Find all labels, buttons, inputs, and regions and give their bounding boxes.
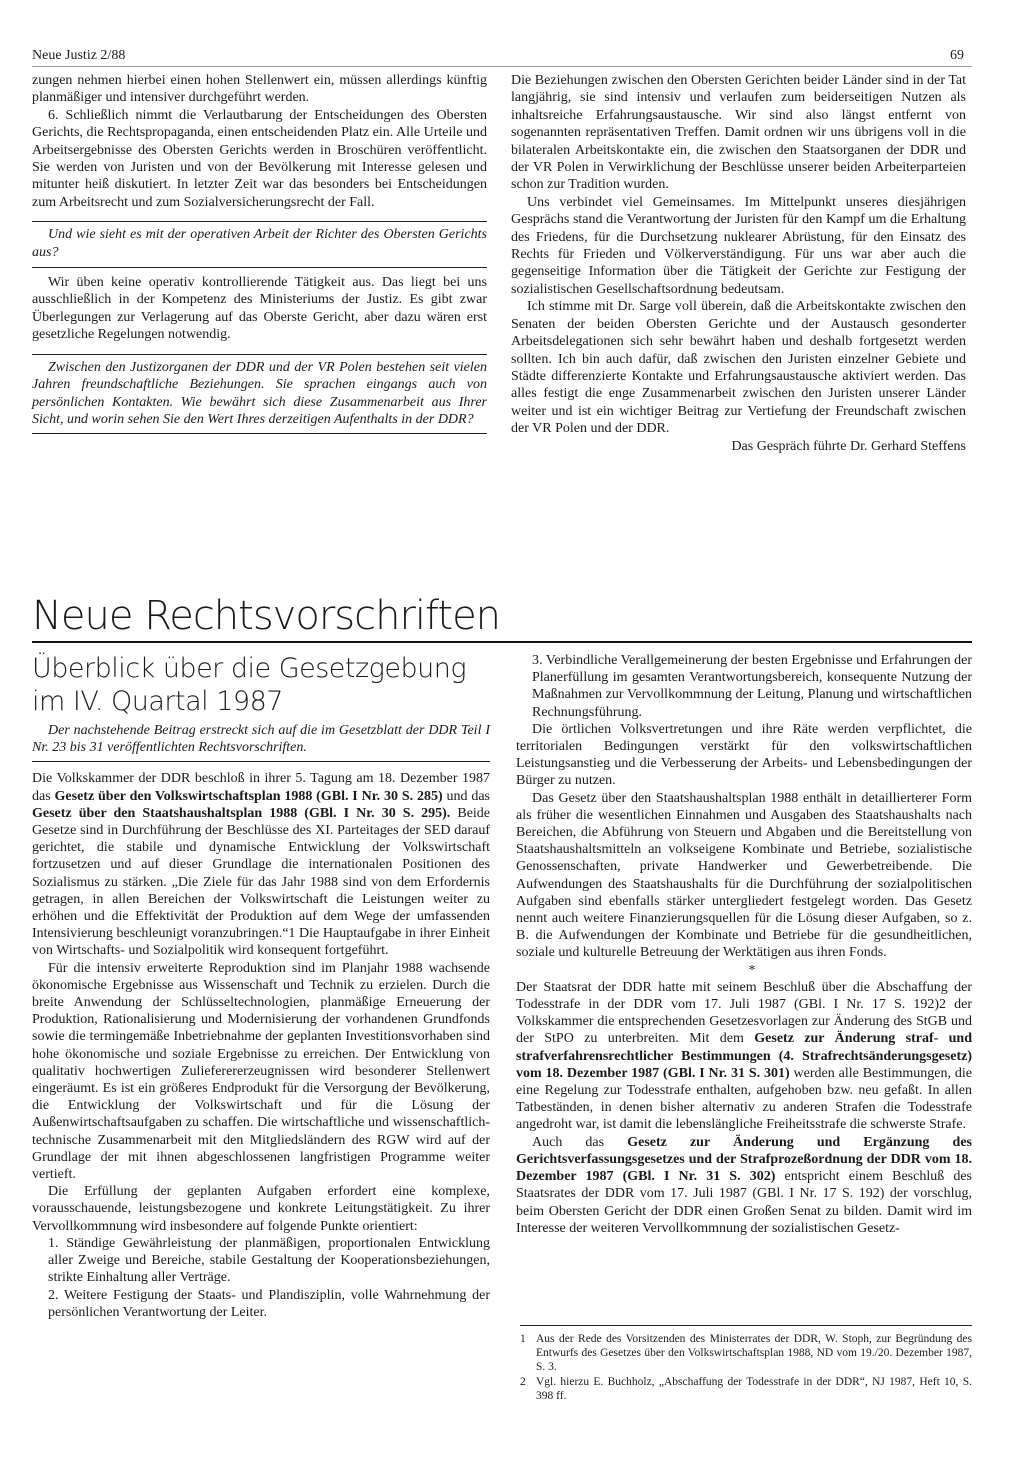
paragraph: Uns verbindet viel Gemeinsames. Im Mittelpunkt unseres diesjährigen Gesprächs stand die Verantwortung der Juristen für den Kampf um die Erhaltung des Friedens, für die Durchsetzung nuklearer Abrüstung, für den Einsatz des Rechts für Frieden und Völkerverständigung. Für uns war aber auch die gegenseitige Information über die Tätigkeit der Gerichte zur Festigung der sozialistischen Gesellschaftsordnung bedeutsam. — [511, 194, 966, 297]
footnotes — [520, 1325, 972, 1404]
paragraph — [32, 770, 490, 959]
text-run: Die Volkskammer der DDR beschloß in ihrer 5. Tagung am 18. Dezember 1987 das — [32, 771, 490, 804]
paragraph: Wir üben keine operativ kontrollierende Tätigkeit aus. Das liegt bei uns ausschließlich in der Kompetenz des Ministeriums der Justiz. Es gibt zwar Überlegungen zur Verlagerung auf das Oberste Gericht, aber dazu wären erst gesetzliche Regelungen notwendig. — [32, 275, 487, 343]
question-text: Und wie sieht es mit der operativen Arbeit der Richter des Obersten Gerichts aus? — [32, 227, 487, 260]
header-rule — [32, 66, 972, 67]
footnote-number: 2 — [520, 1376, 526, 1388]
footnote-number: 1 — [520, 1333, 526, 1345]
author-credit: Das Gespräch führte Dr. Gerhard Steffens — [731, 438, 966, 454]
paragraph: Die örtlichen Volksvertretungen und ihre Räte werden verpflichtet, die territorialen Bedingungen verstärkt für den volkswirtschaftlichen Leistungsanstieg und die Verbesserung der Arbeits- und Lebensbedingungen der Bürger zu nutzen. — [516, 721, 972, 789]
article-left-column — [32, 722, 490, 1321]
article-lead — [32, 722, 490, 762]
list-item: 3. Verbindliche Verallgemeinerung der besten Ergebnisse und Erfahrungen der Planerfüllung im gesamten Verantwortungsbereich, konsequente Nutzung der Maßnahmen zur Vervollkommnung der Leitung, Planung und wirtschaftlichen Rechnungsführung. — [532, 653, 972, 720]
footnote-text: Aus der Rede des Vorsitzenden des Ministerrates der DDR, W. Stoph, zur Begründung des Entwurfs des Gesetzes über den Volkswirtschaftsplan 1988, ND vom 19./20. Dezember 1987, S. 3. — [536, 1333, 972, 1373]
interview-question — [32, 354, 487, 435]
paragraph: Das Gesetz über den Staatshaushaltsplan 1988 enthält in detaillierterer Form als früher die wesentlichen Einnahmen und Ausgaben des Staatshaushalts nach Bereichen, die Abführung von Steuern und Abgaben und die Bereitstellung von Staatshaushaltsmitteln an volkseigene Kombinate und Betriebe, sozialistische Genossenschaften, private Handwerker und Gewerbetreibende. Die Aufwendungen des Staatshaushalts für die Durchführung der sozialpolitischen Aufgaben sind ebenfalls stärker untergliedert festgelegt worden. Das Gesetz nennt auch weitere Finanzierungsquellen für die Lösung dieser Aufgaben, so z. B. die Aufwendungen der Kombinate und Betriebe für die gesundheitlichen, soziale und kulturelle Betreuung der Werktätigen aus ihren Fonds. — [516, 790, 972, 961]
text-run: entspricht einem Beschluß des Staatsrates der DDR vom 17. Juli 1987 (GBl. I Nr. 17 S. 192) der vorschlug, beim Obersten Gericht der DDR einen Großen Senat zu bilden. Damit wird im Interesse der weiteren Vervollkommnung der sozialistischen Gesetz- — [516, 1169, 972, 1236]
footnote — [520, 1375, 972, 1403]
text-run: Auch das — [532, 1134, 628, 1150]
interview-question — [32, 221, 487, 268]
paragraph: Für die intensiv erweiterte Reproduktion sind im Planjahr 1988 wachsende ökonomische Ergebnisse aus Wissenschaft und Technik zu erzielen. Durch die breite Anwendung der Schlüsseltechnologien, planmäßige Erneuerung der Produktion, Rationalisierung und Modernisierung der vorhandenen Grundfonds sowie die termingemäße Inbetriebnahme der geplanten Investitionsvorhaben sind hohe ökonomische und soziale Ergebnisse zu erreichen. Der Entwicklung von qualitativ hochwertigen Zulieferererzeugnissen wird besonderer Stellenwert eingeräumt. Es ist ein größeres Endprodukt für die Versorgung der Bevölkerung, die Entwicklung der Volkswirtschaft und für die Lösung der Außenwirtschaftsaufgaben zu schaffen. Die wirtschaftliche und wissenschaftlich-technische Zusammenarbeit mit den Mitgliedsländern des RGW wird auf der Grundlage der mit ihnen abgeschlossenen langfristigen Programme weiter vertieft. — [32, 960, 490, 1183]
lead-text: Der nachstehende Beitrag erstreckt sich auf die im Gesetzblatt der DDR Teil I Nr. 23 bis 31 veröffentlichten Rechtsvorschriften. — [32, 723, 490, 756]
paragraph — [516, 979, 972, 1134]
article-title-line: Überblick über die Gesetzgebung — [32, 653, 467, 684]
paragraph: Die Beziehungen zwischen den Obersten Gerichten beider Länder sind in der Tat langjährig, sie sind intensiv und verlaufen zum beiderseitigen Nutzen als inhaltsreiche Erfahrungsaustausche. Wir sind also längst entfernt von sogenannten repräsentativen Treffen. Damit ordnen wir uns übrigens voll in die bilateralen Arbeitskontakte ein, die zwischen den Staatsorganen der DDR und der VR Polen in Verwirklichung der Beschlüsse unserer beiden Arbeiterparteien schon zur Tradition wurden. — [511, 73, 966, 193]
text-run: Beide Gesetze sind in Durchführung der Beschlüsse des XI. Parteitages der SED darauf gerichtet, die stabile und dynamische Entwicklung der Volkswirtschaft fortzusetzen und auf dieser Grundlage die internationalen Positionen des Sozialismus zu stärken. „Die Ziele für das Jahr 1988 sind von dem Erfordernis getragen, in allen Bereichen der Volkswirtschaft die Leistungen weiter zu erhöhen und die Effektivität der Produktion auf dem Wege der umfassenden Intensivierung beschleunigt voranzubringen.“1 Die Hauptaufgabe in ihrer Einheit von Wirtschafts- und Sozialpolitik wird konsequent fortgeführt. — [32, 805, 491, 959]
text-run: werden alle Bestimmungen, die eine Regelung zur Todesstrafe enthalten, aufgehoben bzw. neu gefaßt. In allen Tatbeständen, in denen bisher alternativ zu anderen Strafen die Todesstrafe angedroht war, ist damit die lebenslängliche Freiheitsstrafe die schwerste Strafe. — [516, 1065, 972, 1133]
page-number: 69 — [950, 48, 964, 63]
footnote-text: Vgl. hierzu E. Buchholz, „Abschaffung der Todesstrafe in der DDR“, NJ 1987, Heft 10, S. 398 ff. — [536, 1376, 972, 1402]
law-reference: Gesetz über den Volkswirtschaftsplan 1988 (GBl. I Nr. 30 S. 285) — [54, 788, 443, 804]
paragraph: 6. Schließlich nimmt die Verlautbarung der Entscheidungen des Obersten Gerichts, die Rechtspropaganda, einen entscheidenden Platz ein. Alle Urteile und Arbeitsergebnisse des Obersten Gerichts werden in Broschüren veröffentlicht. Sie werden von Juristen und von der Bevölkerung mit Interesse gelesen und mitunter heiß diskutiert. In letzter Zeit war das besonders bei Entscheidungen zum Arbeitsrecht und zum Sozialversicherungsrecht der Fall. — [32, 107, 487, 210]
paragraph: Ich stimme mit Dr. Sarge voll überein, daß die Arbeitskontakte zwischen den Senaten der beiden Obersten Gerichte und der Austausch gesonderter Arbeitsdelegationen sich sehr bewährt haben und deshalb fortgesetzt werden sollten. Ich bin auch dafür, daß zwischen den Juristen einzelner Gebiete und Städte differenzierte Kontakte und Erfahrungsaustausche aktiviert werden. Das alles festigt die enge Zusammenarbeit zwischen den Juristen unserer Länder weiter und ist ein wichtiger Beitrag zur Vertiefung der Freundschaft zwischen der VR Polen und der DDR. — [511, 299, 966, 437]
running-header: Neue Justiz 2/88 — [32, 48, 126, 63]
list-item: 1. Ständige Gewährleistung der planmäßigen, proportionalen Entwicklung aller Zweige und Bereiche, stabile Gestaltung der Kooperationsbeziehungen, strikte Einhaltung aller Verträge. — [48, 1235, 490, 1286]
article-title — [32, 652, 492, 718]
section-separator: * — [748, 962, 756, 978]
question-text: Zwischen den Justizorganen der DDR und der VR Polen bestehen seit vielen Jahren freundschaftliche Beziehungen. Sie sprachen eingangs auch von persönlichen Kontakten. Wie bewährt sich diese Zusammenarbeit aus Ihrer Sicht, und worin sehen Sie den Wert Ihres derzeitigen Aufenthalts in der DDR? — [32, 359, 487, 427]
law-reference: Gesetz über den Staatshaushaltsplan 1988 (GBl. I Nr. 30 S. 295). — [32, 805, 451, 821]
list-item: 2. Weitere Festigung der Staats- und Plandisziplin, volle Wahrnehmung der persönlichen Verantwortung der Leiter. — [48, 1287, 490, 1320]
paragraph: Die Erfüllung der geplanten Aufgaben erfordert eine komplexe, vorausschauende, leistungsbezogene und konkrete Leitungstätigkeit. Zu ihrer Vervollkommnung wird insbesondere auf folgende Punkte orientiert: — [32, 1184, 490, 1234]
paragraph: zungen nehmen hierbei einen hohen Stellenwert ein, müssen allerdings künftig planmäßiger und intensiver durchgeführt werden. — [32, 73, 487, 106]
text-run: und das — [442, 788, 490, 804]
law-reference: Gesetz zur Änderung straf- und strafverfahrensrechtlicher Bestimmungen (4. Strafrechtsänderungsgesetz) vom 18. Dezember 1987 (GBl. I Nr. 31 S. 301) — [516, 1031, 972, 1081]
text-run: Der Staatsrat der DDR hatte mit seinem Beschluß über die Abschaffung der Todesstrafe in der DDR vom 17. Juli 1987 (GBl. I Nr. 17 S. 192)2 der Volkskammer die entsprechenden Gesetzesvorlagen zur Änderung des StGB und der StPO zu unterbreiten. Mit dem — [516, 979, 972, 1047]
paragraph — [516, 1134, 972, 1237]
section-title: Neue Rechtsvorschriften — [32, 593, 972, 643]
interview-left-column — [32, 72, 487, 440]
article-title-line: im IV. Quartal 1987 — [32, 686, 283, 717]
interview-right-column — [511, 72, 966, 455]
footnote — [520, 1332, 972, 1374]
law-reference: Gesetz zur Änderung und Ergänzung des Gerichtsverfassungsgesetzes und der Strafprozeßordnung der DDR vom 18. Dezember 1987 (GBl. I Nr. 31 S. 302) — [516, 1134, 972, 1185]
article-right-column — [516, 652, 972, 1237]
